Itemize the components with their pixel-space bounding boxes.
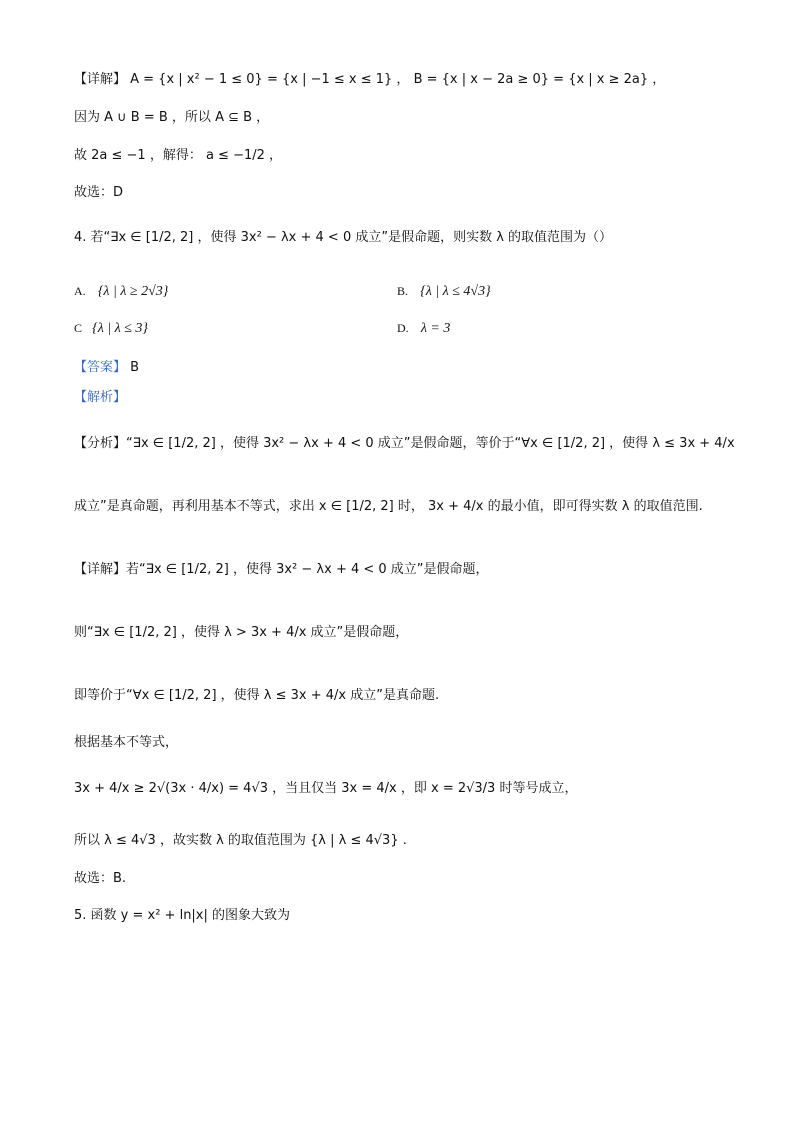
- answer-line: [74, 358, 139, 378]
- choice-line: 故选：D: [74, 185, 124, 200]
- answer-tag: 【答案】: [74, 360, 127, 375]
- analysis-tag: 【解析】: [74, 390, 127, 405]
- solution-line-4: 则“∃x ∈ [1/2, 2] ，使得 λ > 3x + 4/x 成立”是假命题，: [74, 625, 409, 640]
- option-d-label: D.: [397, 321, 409, 335]
- solution-line-1: 【分析】“∃x ∈ [1/2, 2] ，使得 3x² − λx + 4 < 0 成立”是假命题，等价于“∀x ∈ [1/2, 2] ，使得 λ ≤ 3x + 4/x: [74, 436, 735, 451]
- option-d: [397, 318, 450, 339]
- solution-line-9: 故选：B.: [74, 871, 127, 886]
- option-c-text: {λ | λ ≤ 3}: [92, 321, 149, 336]
- option-b: [397, 281, 491, 302]
- detail-line-3: 故 2a ≤ −1 ，解得： a ≤ −1/2 ，: [74, 148, 283, 163]
- option-c: [74, 318, 148, 339]
- solution-line-2: 成立”是真命题，再利用基本不等式，求出 x ∈ [1/2, 2] 时， 3x + 4/x 的最小值，即可得实数 λ 的取值范围.: [74, 499, 703, 514]
- option-d-text: λ = 3: [420, 321, 451, 336]
- question-4-stem: 4. 若“∃x ∈ [1/2, 2] ，使得 3x² − λx + 4 < 0 成立”是假命题，则实数 λ 的取值范围为（）: [74, 230, 613, 245]
- option-c-label: C: [74, 321, 83, 335]
- option-b-label: B.: [397, 284, 409, 298]
- option-a-text: {λ | λ ≥ 2√3}: [97, 284, 169, 299]
- detail-line-1: 【详解】 A = {x | x² − 1 ≤ 0} = {x | −1 ≤ x ≤ 1} ， B = {x | x − 2a ≥ 0} = {x | x ≥ 2a} ，: [74, 72, 666, 87]
- solution-line-6: 根据基本不等式，: [74, 735, 179, 750]
- option-a-label: A.: [74, 284, 86, 298]
- option-b-text: {λ | λ ≤ 4√3}: [420, 284, 491, 299]
- answer-value: B: [130, 360, 140, 375]
- option-a: [74, 281, 168, 302]
- solution-line-8: 所以 λ ≤ 4√3 ，故实数 λ 的取值范围为 {λ | λ ≤ 4√3} .: [74, 833, 407, 848]
- solution-line-3: 【详解】若“∃x ∈ [1/2, 2] ，使得 3x² − λx + 4 < 0 成立”是假命题，: [74, 562, 489, 577]
- solution-line-7: 3x + 4/x ≥ 2√(3x · 4/x) = 4√3 ，当且仅当 3x = 4/x ，即 x = 2√3/3 时等号成立，: [74, 781, 578, 796]
- solution-line-5: 即等价于“∀x ∈ [1/2, 2] ，使得 λ ≤ 3x + 4/x 成立”是真命题.: [74, 688, 440, 703]
- detail-line-2: 因为 A ∪ B = B ，所以 A ⊆ B ，: [74, 110, 270, 125]
- question-5-stem: 5. 函数 y = x² + ln|x| 的图象大致为: [74, 908, 291, 923]
